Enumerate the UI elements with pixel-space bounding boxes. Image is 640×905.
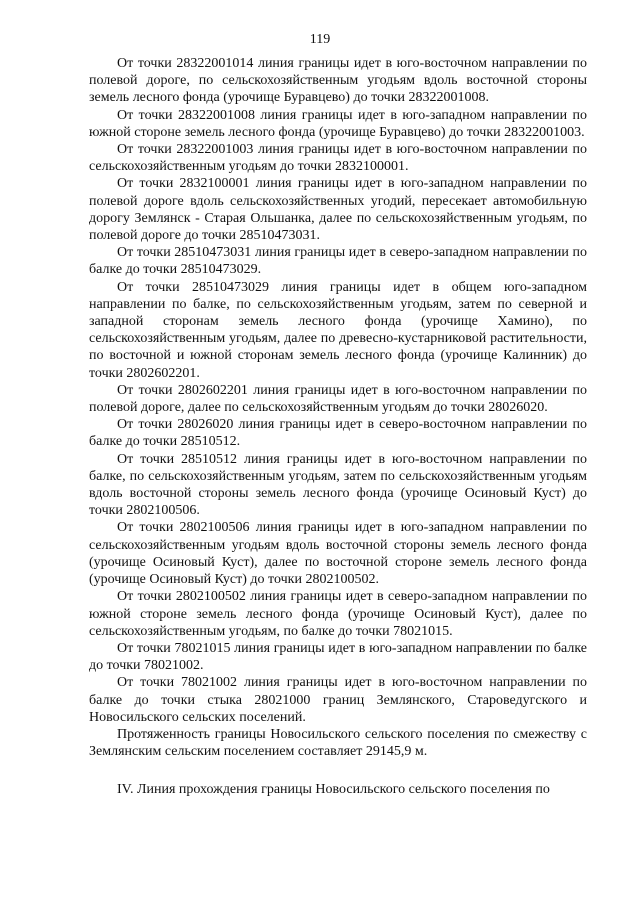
paragraph: От точки 2802100506 линия границы идет в юго-западном направлении по сельскохозяйственным угодьям вдоль восточной стороны земель лесного фонда (урочище Осиновый Куст), далее по восточной стороне земель лесного фонда (урочище Осиновый Куст) до точки 2802100502. <box>89 520 587 588</box>
paragraph: От точки 28322001008 линия границы идет в юго-западном направлении по южной стороне земель лесного фонда (урочище Буравцево) до точки 28322001003. <box>89 107 587 140</box>
paragraph: От точки 28322001003 линия границы идет в юго-восточном направлении по сельскохозяйственным угодьям до точки 2832100001. <box>89 142 587 175</box>
paragraph: От точки 2832100001 линия границы идет в юго-западном направлении по полевой дороге вдоль сельскохозяйственных угодий, пересекает автомобильную дорогу Землянск - Старая Ольшанка, далее по сельскохозяйственным угодьям, по полевой дороге до точки 28510473031. <box>89 176 587 244</box>
paragraph: От точки 28510473029 линия границы идет в общем юго-западном направлении по балке, по сельскохозяйственным угодьям, затем по северной и западной сторонам земель лесного фонда (урочище Хамино), по сельскохозяйственным угодьям, далее по древесно-кустарниковой растительности, по восточной и южной сторонам земель лесного фонда (урочище Калинник) до точки 2802602201. <box>89 279 587 381</box>
paragraph: От точки 28510473031 линия границы идет в северо-западном направлении по балке до точки 28510473029. <box>89 245 587 278</box>
section-heading: IV. Линия прохождения границы Новосильского сельского поселения по <box>117 782 550 798</box>
paragraph: Протяженность границы Новосильского сельского поселения по смежеству с Землянским сельским поселением составляет 29145,9 м. <box>89 726 587 760</box>
paragraph: От точки 78021015 линия границы идет в юго-западном направлении по балке до точки 78021002. <box>89 640 587 674</box>
paragraph: От точки 2802100502 линия границы идет в северо-западном направлении по южной стороне земель лесного фонда (урочище Осиновый Куст), далее по сельскохозяйственным угодьям, по балке до точки 78021015. <box>89 589 587 639</box>
paragraph: От точки 28026020 линия границы идет в северо-восточном направлении по балке до точки 28510512. <box>89 417 587 450</box>
paragraph: От точки 2802602201 линия границы идет в юго-восточном направлении по полевой дороге, далее по сельскохозяйственным угодьям до точки 28026020. <box>89 382 587 416</box>
paragraph: От точки 78021002 линия границы идет в юго-восточном направлении по балке до точки стыка 28021000 границ Землянского, Староведугского и Новосильского сельских поселений. <box>89 675 587 725</box>
paragraph: От точки 28322001014 линия границы идет в юго-восточном направлении по полевой дороге, по сельскохозяйственным угодьям вдоль восточной стороны земель лесного фонда (урочище Буравцево) до точки 28322001008. <box>89 56 587 106</box>
document-body <box>89 55 587 799</box>
paragraph: От точки 28510512 линия границы идет в юго-восточном направлении по балке, по сельскохозяйственным угодьям, затем по сельскохозяйственным угодьям вдоль восточной стороны земель лесного фонда (урочище Осиновый Куст) до точки 2802100506. <box>89 451 587 519</box>
page-number: 119 <box>309 32 331 47</box>
